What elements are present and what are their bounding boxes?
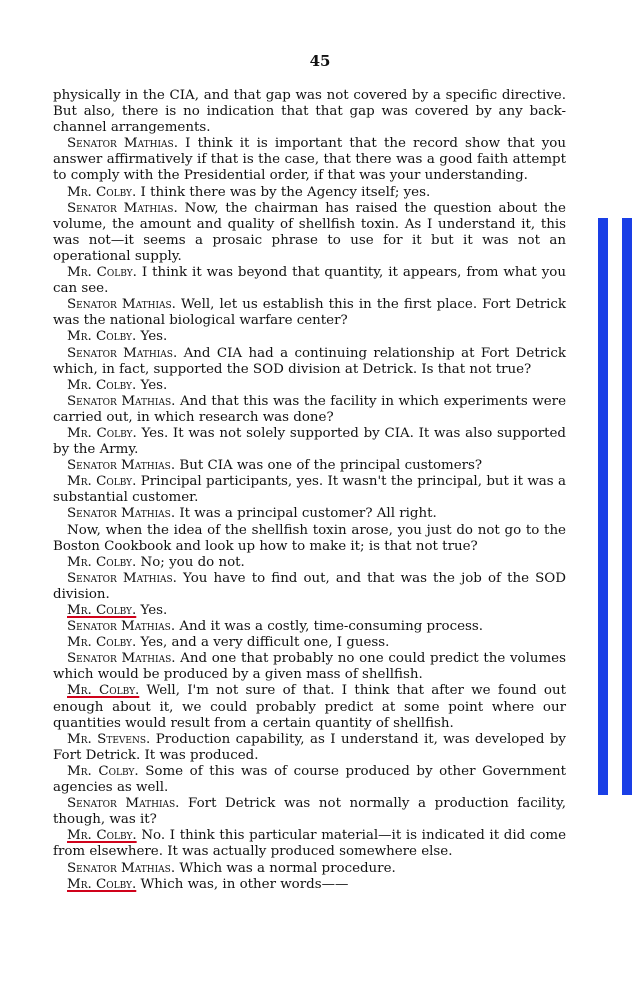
transcript-paragraph bbox=[53, 394, 566, 426]
paragraph-text: I think it is important that the record show that you answer affirmatively if that is the case, that there was a good faith attempt to comply with the Presidential order, if that was your understanding. bbox=[53, 136, 566, 184]
transcript-paragraph bbox=[53, 185, 566, 201]
paragraph-text: Yes. It was not solely supported by CIA. It was also supported by the Army. bbox=[53, 425, 566, 458]
transcript-paragraph bbox=[53, 635, 566, 651]
speaker-name: Mr. Colby. bbox=[67, 184, 137, 200]
transcript-paragraph bbox=[53, 458, 566, 474]
paragraph-text: Which was a normal procedure. bbox=[179, 860, 396, 876]
paragraph-text: It was a principal customer? All right. bbox=[179, 506, 437, 522]
speaker-name: Senator Mathias. bbox=[67, 796, 180, 812]
speaker-name: Senator Mathias. bbox=[67, 619, 176, 635]
transcript-paragraph bbox=[53, 523, 566, 555]
paragraph-text: No. I think this particular material—it is indicated it did come from elsewhere. It was actually produced somewhere else. bbox=[53, 828, 566, 860]
speaker-name: Senator Mathias. bbox=[67, 200, 178, 216]
speaker-name: Mr. Colby. bbox=[67, 377, 137, 393]
speaker-name: Mr. Colby. bbox=[67, 635, 137, 651]
paragraph-text: You have to find out, and that was the job of the SOD division. bbox=[53, 570, 566, 602]
transcript-paragraph bbox=[53, 88, 566, 136]
speaker-name: Senator Mathias. bbox=[67, 506, 176, 522]
transcript-paragraph bbox=[53, 506, 566, 522]
paragraph-text: Some of this was of course produced by other Government agencies as well. bbox=[53, 763, 567, 796]
transcript-paragraph bbox=[53, 619, 566, 635]
speaker-name: Mr. Colby. bbox=[67, 425, 137, 441]
transcript-paragraph bbox=[53, 877, 566, 893]
transcript-paragraph bbox=[53, 136, 566, 184]
transcript-paragraph bbox=[53, 683, 566, 731]
paragraph-text: Production capability, as I understand it, was developed by Fort Detrick. It was produced. bbox=[53, 731, 566, 763]
transcript-paragraph bbox=[53, 603, 566, 619]
speaker-name: Mr. Colby. bbox=[67, 329, 137, 345]
paragraph-text: And CIA had a continuing relationship at Fort Detrick which, in fact, supported the SOD division at Detrick. Is that not true? bbox=[53, 345, 567, 377]
transcript-paragraph bbox=[53, 796, 566, 828]
transcript-paragraph bbox=[53, 265, 566, 297]
paragraph-text: physically in the CIA, and that gap was not covered by a specific directive. But also, there is no indication that that gap was covered by any back-channel arrangements. bbox=[53, 88, 566, 136]
speaker-name: Mr. Colby. bbox=[67, 603, 137, 618]
paragraph-text: Yes. bbox=[140, 603, 168, 618]
transcript-paragraph bbox=[53, 764, 566, 796]
speaker-name: Mr. Stevens. bbox=[67, 731, 151, 747]
speaker-name: Senator Mathias. bbox=[67, 136, 178, 152]
paragraph-text: Well, I'm not sure of that. I think that after we found out enough about it, we could probably predict at some point where our quantities would result from a certain quantity of shellfish. bbox=[53, 683, 566, 731]
speaker-name: Senator Mathias. bbox=[67, 651, 176, 667]
speaker-name: Mr. Colby. bbox=[67, 474, 137, 490]
speaker-name: Mr. Colby. bbox=[67, 554, 137, 570]
transcript-paragraph bbox=[53, 297, 566, 329]
paragraph-text: Principal participants, yes. It wasn't the principal, but it was a substantial customer. bbox=[53, 474, 566, 506]
paragraph-text: I think it was beyond that quantity, it appears, from what you can see. bbox=[53, 265, 566, 297]
speaker-name: Mr. Colby. bbox=[67, 265, 137, 281]
speaker-name: Mr. Colby. bbox=[67, 876, 137, 892]
transcript-paragraph bbox=[53, 828, 566, 860]
paragraph-text: I think there was by the Agency itself; yes. bbox=[140, 184, 431, 200]
paragraph-text: Yes. bbox=[140, 329, 168, 345]
transcript-paragraph bbox=[53, 861, 566, 877]
transcript-paragraph bbox=[53, 555, 566, 571]
paragraph-text: Now, when the idea of the shellfish toxin arose, you just do not go to the Boston Cookbook and look up how to make it; is that not true? bbox=[53, 522, 566, 554]
speaker-name: Mr. Colby. bbox=[67, 763, 139, 779]
margin-annotation-line-left bbox=[598, 218, 608, 795]
paragraph-text: And one that probably no one could predict the volumes which would be produced by a given mass of shellfish. bbox=[53, 651, 566, 683]
transcript-paragraph bbox=[53, 346, 566, 378]
speaker-name: Senator Mathias. bbox=[67, 297, 176, 313]
page-number: 45 bbox=[309, 52, 331, 70]
paragraph-text: No; you do not. bbox=[140, 554, 245, 570]
transcript-paragraph bbox=[53, 571, 566, 603]
transcript-paragraph bbox=[53, 426, 566, 458]
transcript-paragraph bbox=[53, 732, 566, 764]
speaker-name: Mr. Colby. bbox=[67, 828, 137, 844]
paragraph-text: And that this was the facility in which experiments were carried out, in which research was done? bbox=[53, 393, 566, 425]
transcript-paragraph bbox=[53, 329, 566, 345]
paragraph-text: Yes. bbox=[140, 377, 168, 393]
transcript-paragraph bbox=[53, 651, 566, 683]
paragraph-text: But CIA was one of the principal customers? bbox=[179, 458, 483, 474]
speaker-name: Senator Mathias. bbox=[67, 345, 178, 361]
transcript-body bbox=[53, 88, 566, 893]
speaker-name: Senator Mathias. bbox=[67, 458, 176, 474]
paragraph-text: Yes, and a very difficult one, I guess. bbox=[140, 635, 390, 651]
paragraph-text: Now, the chairman has raised the question about the volume, the amount and quality of shellfish toxin. As I understand it, this was not—it seems a prosaic phrase to use for it but it was not an operational supply. bbox=[53, 200, 566, 264]
transcript-paragraph bbox=[53, 474, 566, 506]
paragraph-text: Fort Detrick was not normally a production facility, though, was it? bbox=[53, 796, 567, 828]
paragraph-text: Well, let us establish this in the first place. Fort Detrick was the national biological warfare center? bbox=[53, 297, 566, 329]
transcript-paragraph bbox=[53, 378, 566, 394]
speaker-name: Senator Mathias. bbox=[67, 393, 176, 409]
margin-annotation-line-right bbox=[622, 218, 632, 795]
speaker-name: Mr. Colby. bbox=[67, 683, 140, 699]
speaker-name: Senator Mathias. bbox=[67, 570, 177, 586]
transcript-paragraph bbox=[53, 201, 566, 265]
speaker-name: Senator Mathias. bbox=[67, 860, 176, 876]
paragraph-text: Which was, in other words—— bbox=[140, 876, 349, 892]
paragraph-text: And it was a costly, time-consuming process. bbox=[179, 619, 483, 635]
